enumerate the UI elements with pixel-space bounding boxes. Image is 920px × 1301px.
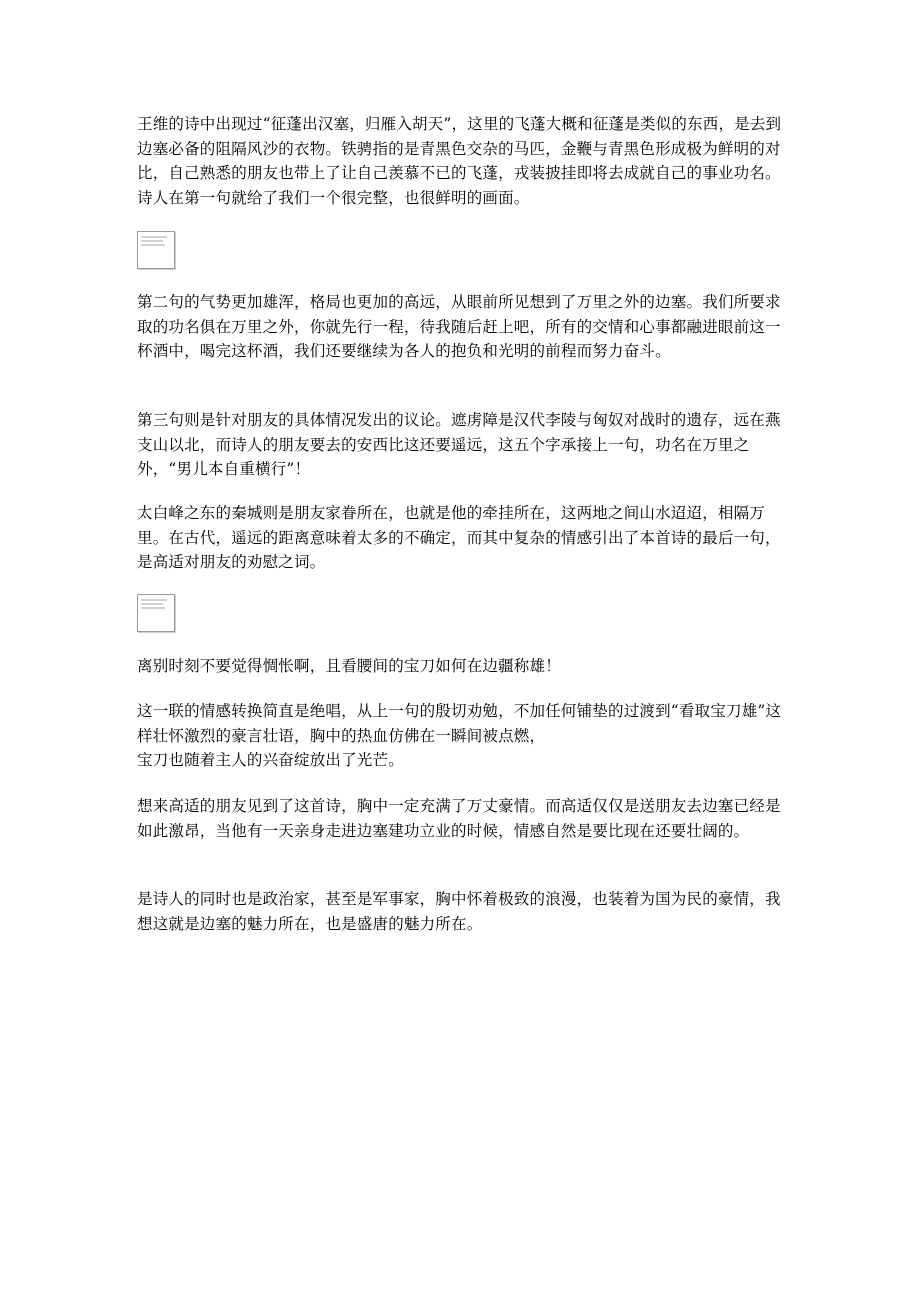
paragraph-6: 这一联的情感转换简直是绝唱，从上一句的殷切劝勉，不加任何铺垫的过渡到“看取宝刀雄”这样壮怀激烈的豪言壮语，胸中的热血仿佛在一瞬间被点燃， 宝刀也随着主人的兴奋绽放出了光芒。 [137,702,782,769]
image-thumbnail-1 [137,231,175,269]
image-thumbnail-2 [137,594,175,632]
paragraph-1: 王维的诗中出现过“征蓬出汉塞，归雁入胡天”，这里的飞蓬大概和征蓬是类似的东西，是去到边塞必备的阻隔风沙的衣物。铁骋指的是青黑色交杂的马匹，金鞭与青黑色形成极为鲜明的对比，自己熟悉的朋友也带上了让自己羡慕不已的飞蓬，戎装披挂即将去成就自己的事业功名。诗人在第一句就给了我们一个很完整，也很鲜明的画面。 [137,115,782,207]
paragraph-7: 想来高适的朋友见到了这首诗，胸中一定充满了万丈豪情。而高适仅仅是送朋友去边塞已经是如此激昂，当他有一天亲身走进边塞建功立业的时候，情感自然是要比现在还要壮阔的。 [137,797,781,840]
paragraph-5: 离别时刻不要觉得惆怅啊，且看腰间的宝刀如何在边疆称雄！ [137,657,561,675]
paragraph-2: 第二句的气势更加雄浑，格局也更加的高远，从眼前所见想到了万里之外的边塞。我们所要求取的功名俱在万里之外，你就先行一程，待我随后赶上吧，所有的交情和心事都融进眼前这一杯酒中，喝完这杯酒，我们还要继续为各人的抱负和光明的前程而努力奋斗。 [137,293,781,360]
paragraph-4: 太白峰之东的秦城则是朋友家眷所在，也就是他的牵挂所在，这两地之间山水迢迢，相隔万里。在古代，遥远的距离意味着太多的不确定，而其中复杂的情感引出了本首诗的最后一句，是高适对朋友的劝慰之词。 [137,504,781,571]
paragraph-8: 是诗人的同时也是政治家，甚至是军事家，胸中怀着极致的浪漫，也装着为国为民的豪情，我想这就是边塞的魅力所在，也是盛唐的魅力所在。 [137,890,781,933]
paragraph-3: 第三句则是针对朋友的具体情况发出的议论。遮虏障是汉代李陵与匈奴对战时的遗存，远在燕支山以北，而诗人的朋友要去的安西比这还要遥远，这五个字承接上一句，功名在万里之外，“男儿本自重横行”！ [137,411,781,478]
